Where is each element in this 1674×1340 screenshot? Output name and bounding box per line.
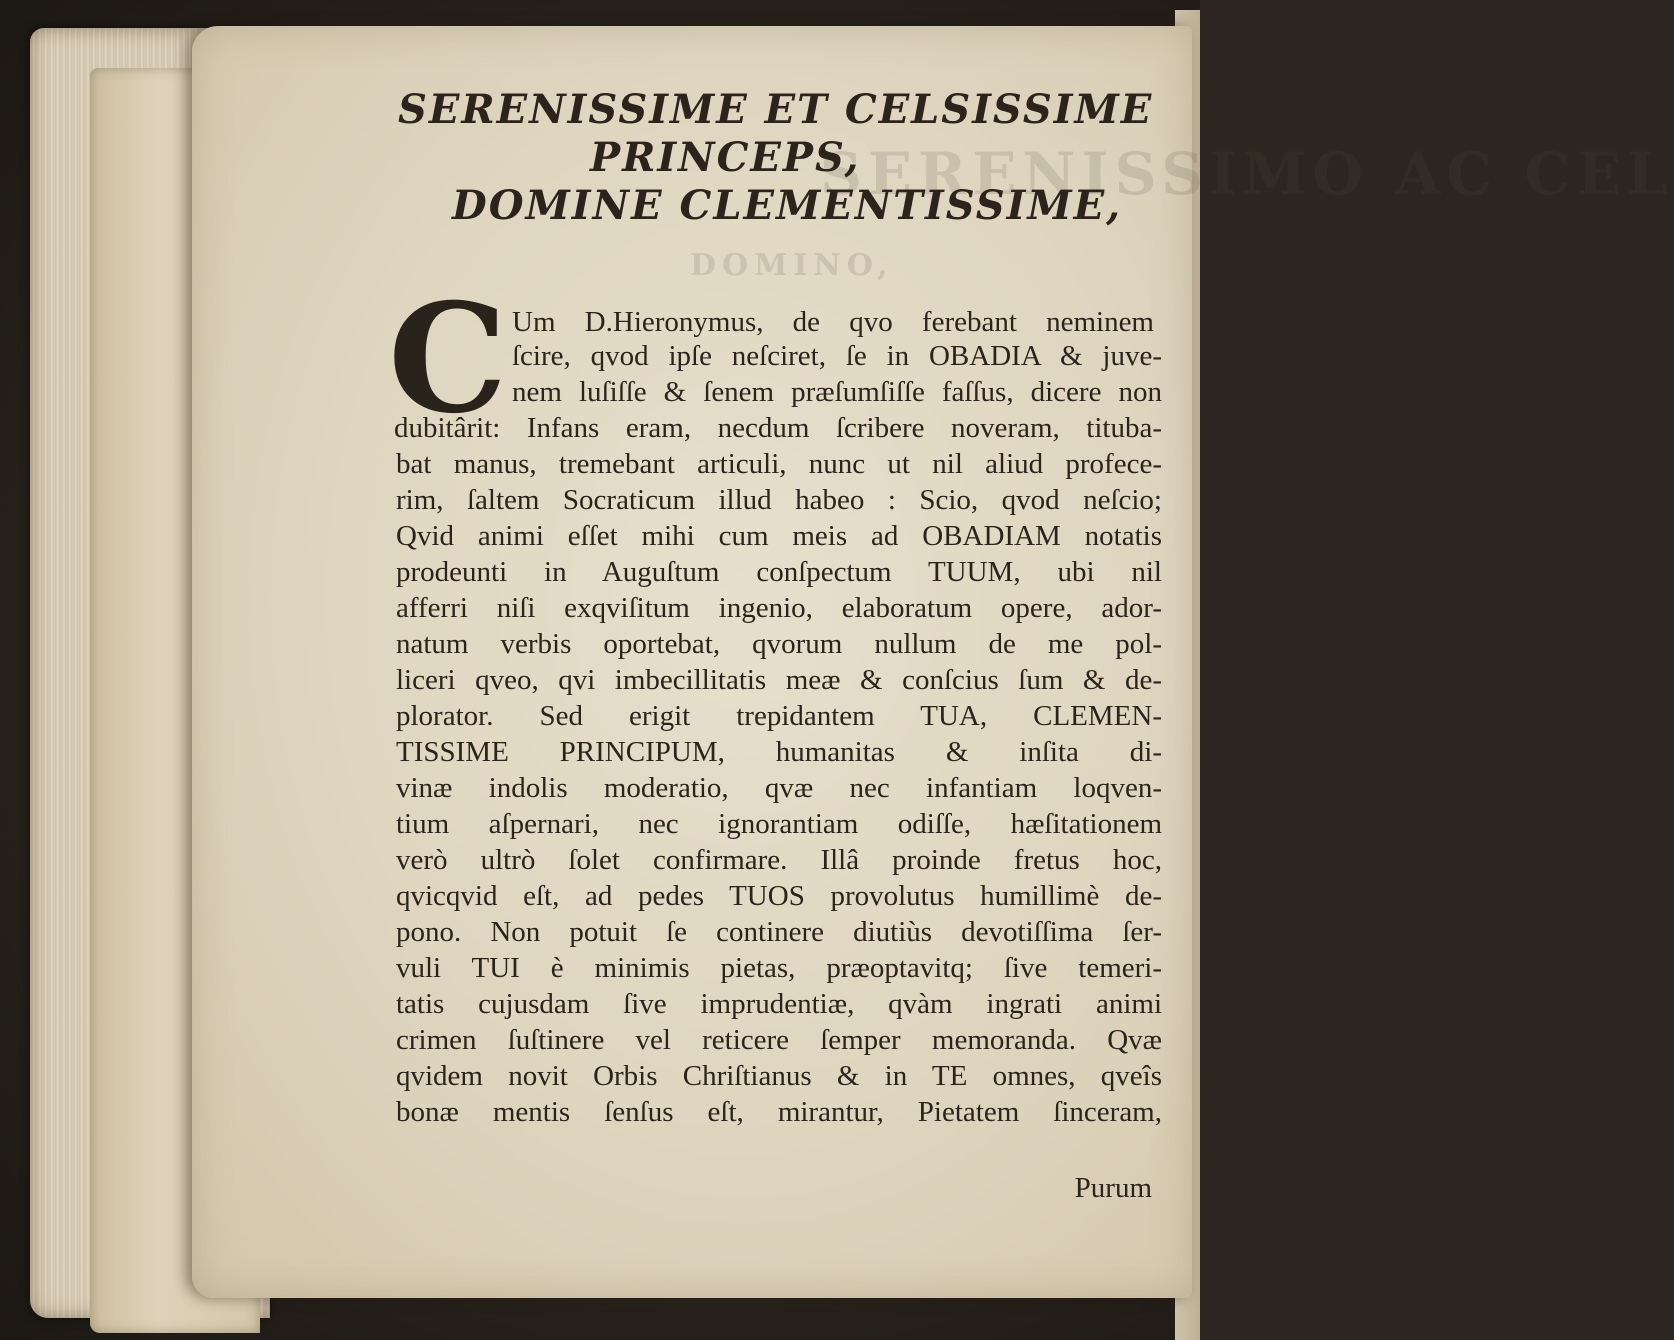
body-line-20: tatis cujusdam ſive imprudentiæ, qvàm ingrati animi [396,988,1162,1020]
heading-line-1: SERENISSIME ET CELSISSIME [398,86,1154,133]
body-line-22: qvidem novit Orbis Chriſtianus & in TE omnes, qveîs [396,1060,1162,1092]
body-line-4: dubitârit: Infans eram, necdum ſcribere noveram, tituba- [394,412,1162,444]
body-line-10: natum verbis oportebat, qvorum nullum de me pol- [396,628,1162,660]
body-line-15: tium aſpernari, nec ignorantiam odiſſe, hæſitationem [396,808,1162,840]
body-line-7: Qvid animi eſſet mihi cum meis ad OBADIAM notatis [396,520,1162,552]
catchword: Purum [1074,1172,1152,1204]
body-line-19: vuli TUI è minimis pietas, præoptavitq; ſive temeri- [396,952,1162,984]
body-line-13: TISSIME PRINCIPUM, humanitas & inſita di- [396,736,1162,768]
body-line-9: afferri niſi exqviſitum ingenio, elaboratum opere, ador- [396,592,1162,624]
drop-cap: C [388,271,508,447]
show-through-line-2: DOMINO, [690,248,894,283]
body-line-1: Um D.Hieronymus, de qvo ferebant neminem [512,306,1154,338]
body-line-6: rim, ſaltem Socraticum illud habeo : Scio, qvod neſcio; [396,484,1162,516]
heading-line-2: PRINCEPS, [590,134,861,181]
heading-line-3: DOMINE CLEMENTISSIME, [452,182,1123,229]
body-line-2: ſcire, qvod ipſe neſciret, ſe in OBADIA & juve- [512,340,1162,372]
body-line-18: pono. Non potuit ſe continere diutiùs devotiſſima ſer- [396,916,1162,948]
show-through-line-1: SERENISSIMO AC CEL [820,140,1674,208]
body-line-21: crimen ſuſtinere vel reticere ſemper memoranda. Qvæ [396,1024,1162,1056]
body-line-23: bonæ mentis ſenſus eſt, mirantur, Pietatem ſinceram, [396,1096,1162,1128]
body-line-14: vinæ indolis moderatio, qvæ nec infantiam loqven- [396,772,1162,804]
body-line-12: plorator. Sed erigit trepidantem TUA, CLEMEN- [396,700,1162,732]
body-line-3: nem luſiſſe & ſenem præſumſiſſe faſſus, dicere non [512,376,1162,408]
body-line-17: qvicqvid eſt, ad pedes TUOS provolutus humillimè de- [396,880,1162,912]
body-line-8: prodeunti in Auguſtum conſpectum TUUM, ubi nil [396,556,1162,588]
body-line-16: verò ultrò ſolet confirmare. Illâ proinde fretus hoc, [396,844,1162,876]
body-line-11: liceri qveo, qvi imbecillitatis meæ & conſcius ſum & de- [396,664,1162,696]
body-line-5: bat manus, tremebant articuli, nunc ut nil aliud profece- [396,448,1162,480]
